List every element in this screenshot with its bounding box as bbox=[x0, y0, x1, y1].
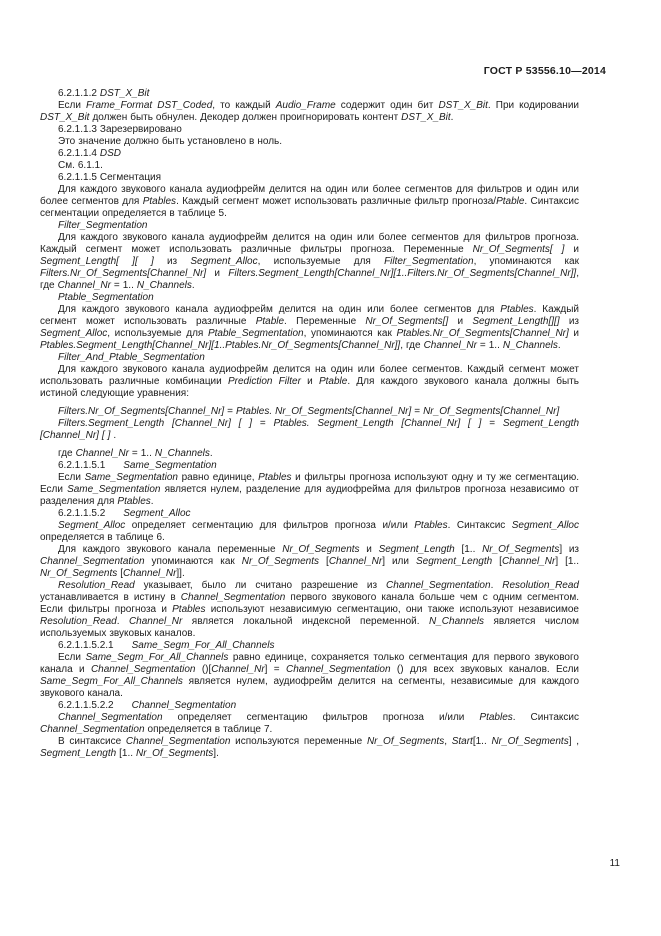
text-run: из bbox=[153, 256, 191, 267]
text-run: , где bbox=[400, 340, 424, 351]
text-run: = bbox=[481, 418, 503, 429]
text-run: первого звукового канала больше чем с одним сегментом. Если фильтры прогноза и bbox=[40, 592, 579, 615]
text-run: Для каждого звукового канала аудиофрейм делится на один или более сегментов. Каждый сегмент может использовать различные комбинации bbox=[40, 364, 579, 387]
term-text: Ptable_Segmentation bbox=[207, 328, 304, 339]
text-run: используются переменные bbox=[230, 736, 367, 747]
term-text: Ptables bbox=[117, 496, 151, 507]
term-text: Segment_Length bbox=[40, 748, 117, 759]
term-text: Nr_Of_Segments[ ] bbox=[472, 244, 565, 255]
term-text: Channel_Segmentation bbox=[125, 736, 231, 747]
term-text: Ptables. Segment_Length [Channel_Nr] [ ] bbox=[273, 418, 482, 429]
text-run: является локальной индексной переменной. bbox=[182, 616, 429, 627]
term-text: Segment_Alloc bbox=[190, 256, 258, 267]
term-text: Channel_Segmentation bbox=[386, 580, 491, 591]
text-run: [1.. bbox=[472, 736, 492, 747]
section-heading bbox=[40, 124, 579, 136]
page-number: 11 bbox=[609, 858, 620, 869]
equation bbox=[40, 406, 579, 418]
term-text: Ptables bbox=[142, 196, 177, 207]
term-text: Ptables bbox=[172, 604, 206, 615]
text-run: . Синтаксис bbox=[447, 520, 512, 531]
term-text: Ptable bbox=[255, 316, 285, 327]
text-run: определяется в таблице 6. bbox=[40, 532, 165, 543]
term-text: Channel_Segmentation bbox=[58, 712, 163, 723]
term-text: Segment_Alloc bbox=[123, 508, 191, 519]
text-run: 6.2.1.1.5.1 bbox=[58, 460, 106, 471]
term-text: Segment_Length bbox=[378, 544, 455, 555]
text-run: . bbox=[116, 616, 129, 627]
text-run: Для каждого звукового канала аудиофрейм делится на один или более сегментов для фильтров и один или более сегментов для bbox=[40, 184, 579, 207]
text-run: . Синтаксис bbox=[512, 712, 579, 723]
term-text: Channel_Nr bbox=[501, 556, 556, 567]
text-run: , то каждый bbox=[212, 100, 276, 111]
paragraph bbox=[40, 304, 579, 352]
term-text: Channel_Segmentation bbox=[131, 700, 237, 711]
term-text: Ptables.Nr_Of_Segments[Channel_Nr] bbox=[396, 328, 569, 339]
text-run: равно единице, bbox=[178, 472, 259, 483]
text-run: является нулем, аудиофрейм делится на сегменты, независимые для каждого звукового канала. bbox=[40, 676, 579, 699]
term-text: DST_X_Bit bbox=[99, 88, 150, 99]
term-text: Segment_Alloc bbox=[58, 520, 126, 531]
text-run: определяет сегментацию для фильтров прогноза и/или bbox=[125, 520, 415, 531]
text-run: и bbox=[206, 268, 229, 279]
text-run: ] , bbox=[568, 736, 579, 747]
text-run: , упоминаются как bbox=[473, 256, 579, 267]
term-label bbox=[40, 352, 579, 364]
text-run: ()[ bbox=[195, 664, 212, 675]
text-run: , bbox=[444, 736, 452, 747]
text-run: . bbox=[150, 496, 154, 507]
term-text: Segment_Length[][] bbox=[472, 316, 560, 327]
text-run: [1.. bbox=[116, 748, 137, 759]
term-text: Ptable bbox=[318, 376, 348, 387]
text-run: [ bbox=[319, 556, 329, 567]
term-text: Resolution_Read bbox=[502, 580, 579, 591]
term-text: Channel_Segmentation bbox=[40, 556, 145, 567]
text-run: Если bbox=[58, 652, 86, 663]
term-text: Same_Segm_For_All_Channels bbox=[131, 640, 275, 651]
text-run: . bbox=[450, 112, 454, 123]
term-text: DST_X_Bit bbox=[401, 112, 451, 123]
text-run: и bbox=[448, 316, 473, 327]
term-text: Frame_Format DST_Coded bbox=[86, 100, 213, 111]
text-run: ] или bbox=[382, 556, 416, 567]
section-heading bbox=[40, 508, 579, 520]
term-text: Channel_Segmentation bbox=[286, 664, 391, 675]
paragraph bbox=[40, 232, 579, 292]
text-run: 6.2.1.1.4 bbox=[58, 148, 100, 159]
term-text: Filters.Nr_Of_Segments[Channel_Nr] bbox=[58, 406, 225, 417]
text-run: указывает, было ли считано разрешение из bbox=[134, 580, 387, 591]
term-text: Channel_Nr bbox=[328, 556, 383, 567]
text-run: и bbox=[564, 244, 579, 255]
text-run: и bbox=[359, 544, 379, 555]
paragraph bbox=[40, 736, 579, 760]
text-run: устанавливается в истину в bbox=[40, 592, 181, 603]
text-run: ] [1.. bbox=[555, 556, 579, 567]
term-text: Resolution_Read bbox=[58, 580, 135, 591]
term-text: Segment_Length [Channel_Nr] [ ] bbox=[40, 418, 579, 441]
text-run: В синтаксисе bbox=[58, 736, 126, 747]
text-run: Для каждого звукового канала аудиофрейм делится на один или более сегментов для фильтров прогноза. Каждый сегмент может использовать различные фильтры прогноза. Переменные bbox=[40, 232, 579, 255]
text-run: . bbox=[191, 280, 195, 291]
text-run: [ bbox=[492, 556, 502, 567]
text-run: является числом используемых звуковых каналов. bbox=[40, 616, 579, 639]
term-text: N_Channels bbox=[429, 616, 485, 627]
text-run: = bbox=[252, 418, 274, 429]
text-run: [ bbox=[117, 568, 124, 579]
term-text: Resolution_Read bbox=[40, 616, 117, 627]
paragraph bbox=[40, 472, 579, 508]
term-text: Segment_Length[ ][ ] bbox=[40, 256, 154, 267]
term-text: Channel_Nr bbox=[123, 568, 177, 579]
term-text: Filters.Nr_Of_Segments[Channel_Nr] bbox=[40, 268, 207, 279]
term-text: Same_Segmentation bbox=[84, 472, 178, 483]
term-text: Nr_Of_Segments bbox=[482, 544, 560, 555]
term-text: N_Channels bbox=[502, 340, 558, 351]
text-run: и bbox=[568, 328, 579, 339]
text-run: = 1.. bbox=[128, 448, 155, 459]
term-text: Filter_Segmentation bbox=[58, 220, 148, 231]
text-run: . bbox=[557, 340, 561, 351]
term-text: DST_X_Bit bbox=[40, 112, 90, 123]
text-run: . bbox=[209, 448, 213, 459]
text-run: должен быть обнулен. Декодер должен проигнорировать контент bbox=[89, 112, 402, 123]
text-run: ] = bbox=[264, 664, 286, 675]
term-text: Nr_Of_Segments bbox=[40, 568, 118, 579]
paragraph bbox=[40, 184, 579, 220]
paragraph bbox=[40, 448, 579, 460]
paragraph bbox=[40, 712, 579, 736]
text-run: 6.2.1.1.2 bbox=[58, 88, 100, 99]
paragraph bbox=[40, 160, 579, 172]
term-text: Audio_Frame bbox=[275, 100, 336, 111]
term-text: Channel_Segmentation bbox=[180, 592, 286, 603]
text-run: Если bbox=[58, 472, 85, 483]
text-run: См. 6.1.1. bbox=[58, 160, 103, 171]
text-run: Для каждого звукового канала аудиофрейм делится на один или более сегментов для bbox=[58, 304, 501, 315]
text-run: и bbox=[300, 376, 319, 387]
text-run: . bbox=[490, 580, 503, 591]
term-text: Channel_Nr bbox=[75, 448, 129, 459]
text-run: = 1.. bbox=[476, 340, 503, 351]
term-text: Channel_Segmentation bbox=[40, 724, 145, 735]
term-text: N_Channels bbox=[154, 448, 210, 459]
text-run: , используемые для bbox=[257, 256, 385, 267]
term-text: Channel_Nr bbox=[57, 280, 111, 291]
paragraph bbox=[40, 580, 579, 640]
text-run: определяется в таблице 7. bbox=[144, 724, 273, 735]
term-text: DSD bbox=[99, 148, 122, 159]
text-run: 6.2.1.1.5.2.2 bbox=[58, 700, 114, 711]
term-text: Ptable bbox=[496, 196, 525, 207]
text-run: используют независимую сегментацию, они также используют независимое bbox=[205, 604, 579, 615]
term-text: Nr_Of_Segments bbox=[366, 736, 445, 747]
term-text: Ptables.Segment_Length[Channel_Nr][1..Ptables.Nr_Of_Segments[Channel_Nr]] bbox=[40, 340, 401, 351]
text-run: упоминаются как bbox=[144, 556, 242, 567]
paragraph bbox=[40, 100, 579, 124]
term-text: Same_Segm_For_All_Channels bbox=[85, 652, 229, 663]
term-text: Channel_Nr bbox=[128, 616, 183, 627]
equation bbox=[40, 418, 579, 442]
term-text: Filters.Segment_Length[Channel_Nr][1..Filters.Nr_Of_Segments[Channel_Nr]] bbox=[228, 268, 577, 279]
text-run: из bbox=[559, 316, 580, 327]
section-heading bbox=[40, 640, 579, 652]
paragraph bbox=[40, 136, 579, 148]
term-text: Ptables bbox=[479, 712, 513, 723]
term-text: Filter_And_Ptable_Segmentation bbox=[58, 352, 205, 363]
term-text: Segment_Alloc bbox=[40, 328, 108, 339]
term-text: Channel_Segmentation bbox=[90, 664, 196, 675]
text-run: равно единице, сохраняется только сегментация для первого звукового канала и bbox=[40, 652, 579, 675]
term-text: Same_Segm_For_All_Channels bbox=[40, 676, 183, 687]
text-run: и фильтры прогноза используют одну и ту же сегментацию. Если bbox=[40, 472, 580, 495]
text-run: = bbox=[411, 406, 424, 417]
text-run: ]. bbox=[213, 748, 219, 759]
text-run: Если bbox=[58, 100, 87, 111]
term-text: Ptables. Nr_Of_Segments[Channel_Nr] bbox=[235, 406, 412, 417]
text-run: . Для каждого звукового канала должны быть истиной следующие уравнения: bbox=[40, 376, 580, 399]
section-heading bbox=[40, 700, 579, 712]
term-text: Channel_Nr bbox=[211, 664, 265, 675]
term-text: Ptables bbox=[500, 304, 534, 315]
text-run: где bbox=[58, 448, 76, 459]
text-run: , упоминаются как bbox=[303, 328, 397, 339]
section-heading bbox=[40, 148, 579, 160]
term-text: Filter_Segmentation bbox=[384, 256, 474, 267]
text-run: определяет сегментацию фильтров прогноза и/или bbox=[162, 712, 480, 723]
text-run: содержит один бит bbox=[335, 100, 439, 111]
text-run: . Каждый сегмент может использовать различные bbox=[40, 304, 579, 327]
text-run: , где bbox=[40, 268, 579, 291]
text-run: . Каждый сегмент может использовать различные фильтр прогноза/ bbox=[176, 196, 497, 207]
paragraph bbox=[40, 364, 579, 400]
text-run: . При кодировании bbox=[487, 100, 579, 111]
text-run: 6.2.1.1.3 Зарезервировано bbox=[58, 124, 182, 135]
text-run: 6.2.1.1.5.2.1 bbox=[58, 640, 114, 651]
text-run: = bbox=[224, 406, 236, 417]
text-run: . bbox=[113, 430, 117, 441]
paragraph bbox=[40, 652, 579, 700]
paragraph bbox=[40, 520, 579, 544]
text-run: , используемые для bbox=[107, 328, 208, 339]
term-label bbox=[40, 292, 579, 304]
text-run: ] из bbox=[559, 544, 579, 555]
text-run: Это значение должно быть установлено в ноль. bbox=[58, 136, 283, 147]
text-run: Для каждого звукового канала переменные bbox=[58, 544, 283, 555]
term-text: Ptable_Segmentation bbox=[58, 292, 154, 303]
term-text: Channel_Nr bbox=[423, 340, 477, 351]
term-text: Ptables bbox=[258, 472, 292, 483]
text-run: . Переменные bbox=[284, 316, 366, 327]
term-text: Nr_Of_Segments bbox=[241, 556, 320, 567]
text-run: = 1.. bbox=[110, 280, 137, 291]
term-text: Filters.Segment_Length [Channel_Nr] [ ] bbox=[58, 418, 253, 429]
text-run: ]]. bbox=[176, 568, 185, 579]
term-text: Segment_Length bbox=[415, 556, 493, 567]
term-text: Nr_Of_Segments[] bbox=[365, 316, 449, 327]
text-run: () для всех звуковых каналов. Если bbox=[390, 664, 580, 675]
term-text: Nr_Of_Segments[Channel_Nr] bbox=[423, 406, 560, 417]
text-run: является нулем, разделение для аудиофрейма для фильтров прогноза независимо от разделения для bbox=[40, 484, 579, 507]
term-text: Nr_Of_Segments bbox=[491, 736, 569, 747]
paragraph bbox=[40, 544, 579, 580]
section-heading bbox=[40, 460, 579, 472]
term-label bbox=[40, 220, 579, 232]
term-text: Ptables bbox=[414, 520, 448, 531]
term-text: Segment_Alloc bbox=[511, 520, 579, 531]
section-heading bbox=[40, 88, 579, 100]
section-heading bbox=[40, 172, 579, 184]
running-header: ГОСТ Р 53556.10—2014 bbox=[483, 65, 606, 77]
document-body bbox=[40, 88, 579, 760]
term-text: DST_X_Bit bbox=[438, 100, 488, 111]
text-run: 6.2.1.1.5 Сегментация bbox=[58, 172, 162, 183]
term-text: Nr_Of_Segments bbox=[136, 748, 214, 759]
term-text: Same_Segmentation bbox=[67, 484, 161, 495]
text-run: . Синтаксис сегментации определяется в таблице 5. bbox=[40, 196, 579, 219]
text-run: [1.. bbox=[454, 544, 483, 555]
term-text: Nr_Of_Segments bbox=[282, 544, 360, 555]
term-text: Same_Segmentation bbox=[123, 460, 217, 471]
text-run: 6.2.1.1.5.2 bbox=[58, 508, 106, 519]
term-text: Prediction Filter bbox=[227, 376, 301, 387]
term-text: Start bbox=[451, 736, 473, 747]
term-text: N_Channels bbox=[136, 280, 192, 291]
